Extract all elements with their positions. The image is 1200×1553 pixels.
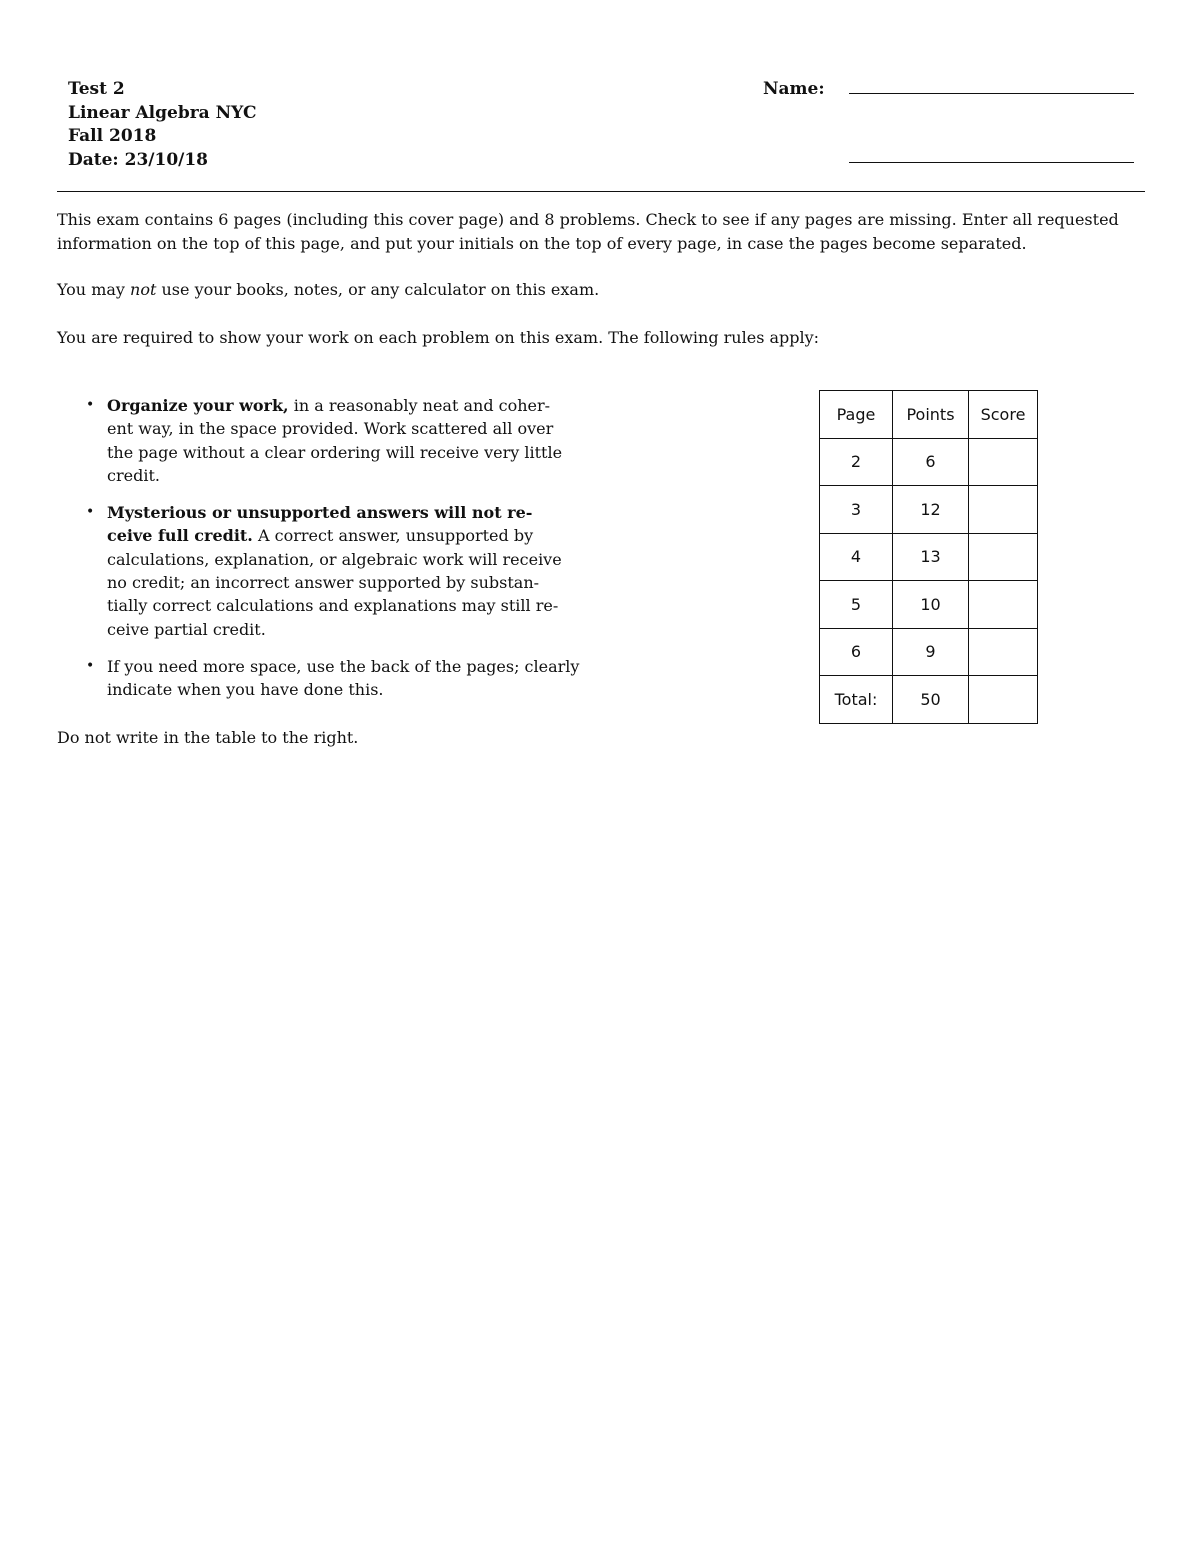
rule-text: the page without a clear ordering will receive very little (107, 442, 563, 462)
page-cell: 2 (820, 438, 893, 486)
total-label: Total: (820, 676, 893, 724)
rule-lead: Mysterious or unsupported answers will not re- (107, 503, 533, 523)
table-instruction: Do not write in the table to the right. (57, 728, 359, 747)
points-cell: 12 (893, 486, 969, 534)
header-score: Score (969, 391, 1038, 439)
rule-lead: Organize your work, (107, 396, 289, 415)
total-row (820, 676, 1038, 724)
points-cell: 13 (893, 533, 969, 581)
rules-list (84, 394, 580, 716)
header-divider (57, 191, 1145, 192)
intro-paragraph (57, 208, 1119, 255)
term: Fall 2018 (68, 126, 157, 146)
exam-title: Test 2 (68, 79, 125, 99)
score-table-header (820, 391, 1038, 439)
points-cell: 6 (893, 438, 969, 486)
page-cell: 4 (820, 533, 893, 581)
rule-lead: ceive full credit. (107, 526, 253, 546)
score-table (819, 390, 1038, 724)
course-name: Linear Algebra NYC (68, 102, 257, 123)
rule-text: A correct answer, unsupported by (252, 526, 534, 546)
total-points: 50 (893, 676, 969, 724)
score-cell[interactable] (969, 486, 1038, 534)
rule-text: tially correct calculations and explanations may still re- (107, 596, 559, 616)
bullet-icon: • (86, 657, 95, 674)
rule-text: in a reasonably neat and coher- (288, 396, 551, 415)
score-cell[interactable] (969, 628, 1038, 676)
page-cell: 3 (820, 486, 893, 534)
rule-text: ceive partial credit. (107, 619, 266, 639)
rules-intro: You are required to show your work on each problem on this exam. The following rules apply: (57, 328, 820, 347)
exam-date: Date: 23/10/18 (68, 149, 209, 170)
rule-item-more-space (84, 655, 580, 702)
rule-text: no credit; an incorrect answer supported by substan- (107, 573, 540, 593)
rule-item-unsupported (84, 501, 580, 641)
page-cell: 5 (820, 581, 893, 629)
rule-text: If you need more space, use the back of the pages; clearly (107, 656, 580, 676)
points-cell: 9 (893, 628, 969, 676)
materials-notice (57, 278, 599, 302)
second-blank-field[interactable] (849, 162, 1134, 163)
materials-emphasis: not (130, 280, 157, 299)
table-row (820, 581, 1038, 629)
rule-text: ent way, in the space provided. Work scattered all over (107, 419, 554, 439)
materials-text-pre: You may (57, 280, 131, 299)
intro-line-1: This exam contains 6 pages (including this cover page) and 8 problems. Check to see if any pages are missing. Enter all requested (57, 210, 1119, 229)
score-cell[interactable] (969, 581, 1038, 629)
bullet-icon: • (86, 504, 95, 521)
bullet-icon: • (86, 397, 95, 413)
header-page: Page (820, 391, 893, 439)
table-row (820, 628, 1038, 676)
total-score-cell[interactable] (969, 676, 1038, 724)
rule-text: calculations, explanation, or algebraic work will receive (107, 549, 562, 569)
rule-text: credit. (107, 465, 160, 485)
name-field[interactable] (849, 93, 1134, 94)
table-row (820, 438, 1038, 486)
table-row (820, 486, 1038, 534)
name-label: Name: (763, 79, 825, 99)
materials-text-post: use your books, notes, or any calculator on this exam. (156, 280, 600, 299)
rule-item-organize (84, 394, 580, 487)
exam-header (68, 78, 257, 172)
rule-text: indicate when you have done this. (107, 680, 384, 700)
points-cell: 10 (893, 581, 969, 629)
score-cell[interactable] (969, 533, 1038, 581)
header-points: Points (893, 391, 969, 439)
page-cell: 6 (820, 628, 893, 676)
score-cell[interactable] (969, 438, 1038, 486)
table-row (820, 533, 1038, 581)
intro-line-2: information on the top of this page, and put your initials on the top of every page, in case the pages become separated. (57, 233, 1027, 253)
